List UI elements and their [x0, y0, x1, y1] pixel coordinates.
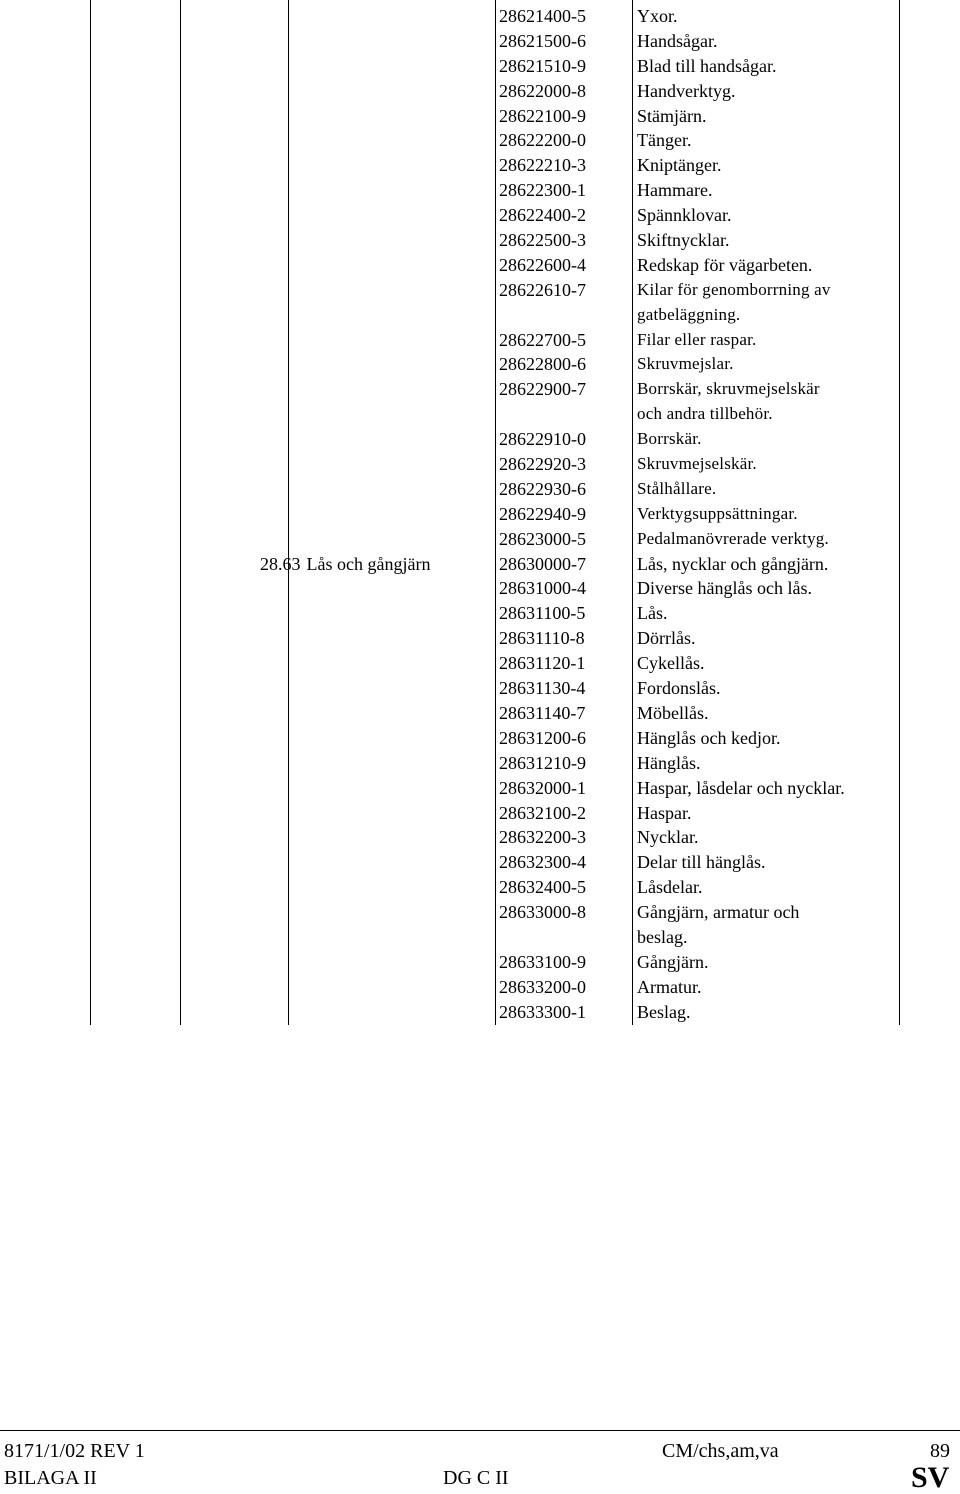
language-code: SV [911, 1461, 950, 1494]
footer-rule [0, 1430, 960, 1431]
table-row [0, 776, 960, 801]
code-description: Lås. [637, 603, 668, 624]
table-row [0, 402, 960, 427]
table-row [0, 651, 960, 676]
code-description: Gångjärn. [637, 951, 709, 972]
cpv-code: 28621400-5 [499, 6, 586, 26]
code-description: Skiftnycklar. [637, 230, 730, 251]
cpv-code: 28631200-6 [499, 727, 586, 748]
cpv-code: 28622900-7 [499, 379, 586, 400]
cpv-code: 28621500-6 [499, 30, 586, 51]
page-footer [0, 1430, 960, 1493]
cpv-code: 28631140-7 [499, 702, 586, 723]
table-row [0, 676, 960, 701]
code-description: Borrskär. [637, 429, 702, 449]
cpv-code: 28622930-6 [499, 478, 586, 499]
table-row [0, 726, 960, 751]
cpv-code: 28631130-4 [499, 678, 586, 699]
cpv-code: 28622200-0 [499, 130, 586, 151]
table-row [0, 278, 960, 303]
cpv-code: 28633100-9 [499, 951, 586, 972]
code-description: Redskap för vägarbeten. [637, 254, 813, 275]
table-row [0, 4, 960, 29]
table-row [0, 128, 960, 153]
table-row [0, 801, 960, 826]
cpv-code: 28630000-7 [499, 553, 586, 574]
table-row [0, 477, 960, 502]
table-row [0, 352, 960, 377]
code-description: Blad till handsågar. [637, 55, 777, 76]
table-row [0, 701, 960, 726]
cpv-code: 28622500-3 [499, 230, 586, 251]
cpv-code: 28622700-5 [499, 329, 586, 350]
code-description: Skruvmejslar. [637, 354, 734, 374]
code-description: Pedalmanövrerade verktyg. [637, 528, 829, 548]
code-description: Gångjärn, armatur och [637, 902, 800, 923]
table-row [0, 377, 960, 402]
code-description: Spännklovar. [637, 205, 732, 226]
cpv-code: 28622610-7 [499, 279, 586, 300]
table-rows [0, 4, 960, 1025]
table-row [0, 228, 960, 253]
cpv-code: 28622920-3 [499, 454, 586, 475]
code-description: Handverktyg. [637, 80, 736, 101]
code-description: Beslag. [637, 1001, 691, 1022]
table-row [0, 153, 960, 178]
section-title: Lås och gångjärn [306, 553, 431, 574]
code-description: Dörrlås. [637, 628, 696, 649]
cpv-code: 28622400-2 [499, 205, 586, 226]
code-description: Fordonslås. [637, 678, 721, 699]
table-row [0, 502, 960, 527]
code-description: Cykellås. [637, 653, 705, 674]
cpv-code: 28621510-9 [499, 55, 586, 76]
table-row [0, 850, 960, 875]
table-row [0, 925, 960, 950]
table-row [0, 54, 960, 79]
cpv-code: 28631000-4 [499, 578, 586, 599]
page-number: 89 [930, 1440, 950, 1462]
cpv-code: 28622800-6 [499, 354, 586, 375]
code-description: Stämjärn. [637, 105, 707, 126]
code-description: Lås, nycklar och gångjärn. [637, 553, 829, 574]
author-initials: CM/chs,am,va [662, 1440, 779, 1462]
cpv-code: 28622000-8 [499, 80, 586, 101]
cpv-code: 28622100-9 [499, 105, 586, 126]
section-number: 28.63 [260, 553, 301, 574]
table-row [0, 178, 960, 203]
document-reference: 8171/1/02 REV 1 [4, 1440, 145, 1462]
table-row [0, 626, 960, 651]
code-description: beslag. [637, 926, 688, 947]
table-row [0, 328, 960, 353]
code-description: Yxor. [637, 6, 678, 26]
code-description: Låsdelar. [637, 877, 703, 898]
table-row [0, 303, 960, 328]
cpv-code: 28633300-1 [499, 1001, 586, 1022]
table-row [0, 875, 960, 900]
cpv-code: 28632400-5 [499, 877, 586, 898]
table-row [0, 203, 960, 228]
cpv-code: 28622600-4 [499, 254, 586, 275]
cpv-code: 28622940-9 [499, 503, 586, 524]
code-description: Nycklar. [637, 827, 699, 848]
code-description: Verktygsuppsättningar. [637, 503, 798, 523]
code-description: Hänglås och kedjor. [637, 727, 781, 748]
table-row [0, 29, 960, 54]
code-description: Delar till hänglås. [637, 852, 766, 873]
code-description: och andra tillbehör. [637, 404, 773, 424]
cpv-code: 28633000-8 [499, 902, 586, 923]
cpv-code: 28631120-1 [499, 653, 586, 674]
cpv-code: 28631110-8 [499, 628, 585, 649]
cpv-code: 28632000-1 [499, 777, 586, 798]
cpv-code: 28632300-4 [499, 852, 586, 873]
section-heading [260, 552, 430, 577]
table-row [0, 900, 960, 925]
code-description: Kilar för genomborrning av [637, 279, 831, 299]
code-description: Möbellås. [637, 702, 709, 723]
table-row [0, 79, 960, 104]
cpv-code: 28631210-9 [499, 752, 586, 773]
code-description: Tänger. [637, 130, 692, 151]
cpv-code: 28632100-2 [499, 802, 586, 823]
table-row [0, 950, 960, 975]
code-description: Skruvmejselskär. [637, 454, 757, 474]
code-description: Borrskär, skruvmejselskär [637, 379, 820, 399]
code-description: Hänglås. [637, 752, 701, 773]
table-row [0, 751, 960, 776]
cpv-code: 28622910-0 [499, 429, 586, 450]
cpv-code: 28623000-5 [499, 528, 586, 549]
cpv-code: 28632200-3 [499, 827, 586, 848]
code-description: Haspar. [637, 802, 692, 823]
table-row [0, 601, 960, 626]
cpv-code: 28631100-5 [499, 603, 586, 624]
table-row [0, 427, 960, 452]
cpv-code: 28633200-0 [499, 976, 586, 997]
table-row [0, 552, 960, 577]
code-description: Hammare. [637, 180, 713, 201]
table-row [0, 576, 960, 601]
code-description: Stålhållare. [637, 478, 717, 498]
table-row [0, 104, 960, 129]
table-row [0, 1000, 960, 1025]
code-description: gatbeläggning. [637, 304, 741, 324]
table-row [0, 975, 960, 1000]
table-row [0, 527, 960, 552]
table-row [0, 825, 960, 850]
code-description: Kniptänger. [637, 155, 722, 176]
code-description: Handsågar. [637, 30, 718, 51]
table-row [0, 253, 960, 278]
code-description: Diverse hänglås och lås. [637, 578, 812, 599]
cpv-code: 28622300-1 [499, 180, 586, 201]
annex-label: BILAGA II [4, 1467, 97, 1489]
code-description: Armatur. [637, 976, 702, 997]
directorate-label: DG C II [443, 1467, 509, 1489]
table-row [0, 452, 960, 477]
code-description: Filar eller raspar. [637, 329, 757, 349]
cpv-code: 28622210-3 [499, 155, 586, 176]
code-description: Haspar, låsdelar och nycklar. [637, 777, 845, 798]
